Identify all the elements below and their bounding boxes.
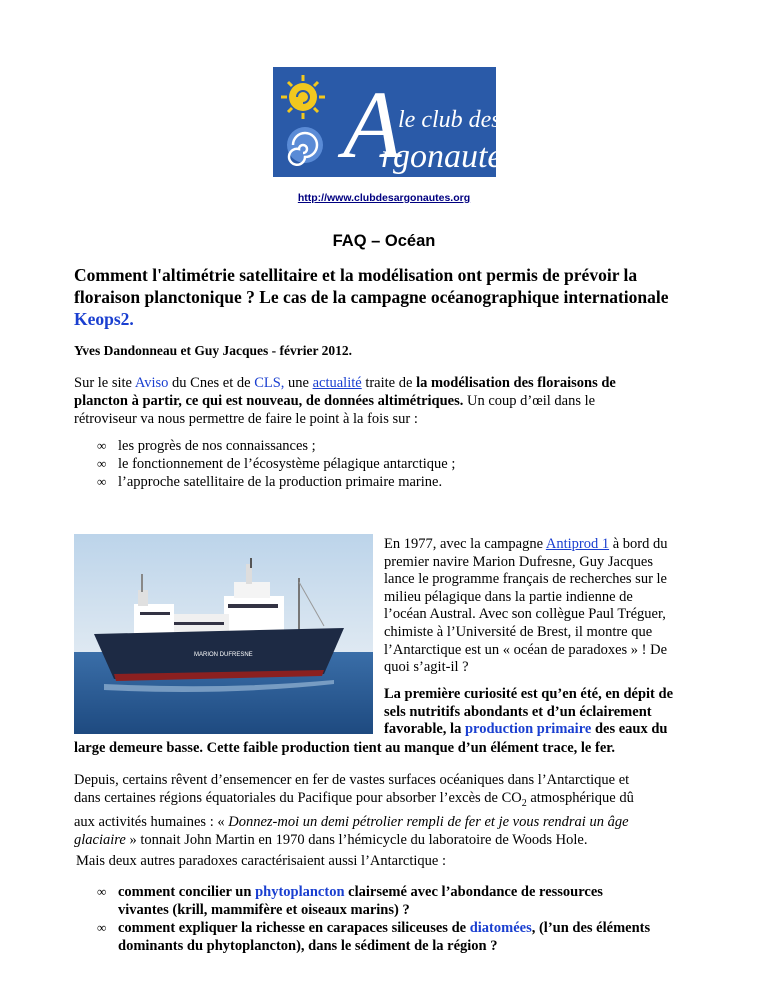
bullet-icon: ∞ bbox=[97, 474, 107, 489]
production-primaire-link[interactable]: production primaire bbox=[464, 721, 592, 738]
authors: Yves Dandonneau et Guy Jacques - février 2012. bbox=[74, 343, 352, 358]
actualite-link[interactable]: actualité bbox=[312, 375, 362, 391]
antiprod-link[interactable]: Antiprod 1 bbox=[545, 536, 610, 552]
site-url-link[interactable]: http://www.clubdesargonautes.org bbox=[297, 192, 471, 204]
ship-illustration bbox=[74, 534, 373, 734]
list-item: ∞ le fonctionnement de l’écosystème pélagique antarctique ; bbox=[97, 456, 456, 472]
argonautes-logo bbox=[273, 67, 516, 178]
bullet-icon: ∞ bbox=[97, 884, 107, 899]
title-line2: floraison planctonique ? Le cas de la campagne océanographique internationale bbox=[74, 287, 669, 307]
keops2-link[interactable]: Keops2. bbox=[74, 309, 134, 329]
bullet-list-2 bbox=[97, 883, 650, 955]
bullet-icon: ∞ bbox=[97, 920, 107, 935]
curiosity-paragraph-end: large demeure basse. Cette faible production tient au manque d’un élément trace, le fer. bbox=[74, 740, 615, 756]
sun-icon bbox=[289, 83, 317, 111]
ship-text-column: En 1977, avec la campagne Antiprod 1 à bord du premier navire Marion Dufresne, Guy Jacques lance le programme français de recherches sur le milieu pélagique dans la partie indienne de l’océan Austral. Avec son collègue Paul Tréguer, chimiste à l’Université de Brest, il montre que l’Antarctique est un « océan de paradoxes » ! De quoi s’agit-il ? bbox=[384, 536, 668, 676]
depuis-paragraph: Depuis, certains rêvent d’ensemencer en fer de vastes surfaces océaniques dans l’Antarctique et dans certaines régions équatoriales du Pacifique pour absorber l’excès de $CO_2$ atmosphérique dû aux activités humaines : « Donnez-moi un demi pétrolier rempli de fer et je vous rendrai un âge glaciaire » tonnait John Martin en 1970 dans l’hémicycle du laboratoire de Woods Hole. bbox=[74, 772, 634, 848]
list-item: ∞ comment expliquer la richesse en carapaces siliceuses de diatomées, (l’un des éléments dominants du phytoplancton), dans le sédiment de la région ? bbox=[97, 920, 651, 954]
hull-label: MARION DUFRESNE bbox=[194, 652, 253, 658]
logo-line2: rgonautes bbox=[381, 138, 516, 175]
phytoplancton-link[interactable]: phytoplancton bbox=[255, 884, 345, 900]
logo-letter-a: A bbox=[343, 71, 402, 178]
bullet-icon: ∞ bbox=[97, 438, 107, 453]
list-item: ∞ les progrès de nos connaissances ; bbox=[97, 438, 316, 454]
aviso-link[interactable]: Aviso bbox=[134, 375, 169, 391]
bullet-list-1 bbox=[97, 437, 455, 491]
intro-paragraph: Sur le site Aviso du Cnes et de CLS, une actualité traite de la modélisation des floraisons de plancton à partir, ce qui est nouveau, de données altimétriques. Un coup d’œil dans le rétroviseur va nous permettre de faire le point à la fois sur : bbox=[74, 375, 616, 427]
site-url bbox=[0, 192, 768, 204]
logo-graphic bbox=[273, 67, 516, 178]
faq-title: FAQ – Océan bbox=[332, 232, 436, 250]
title-line1: Comment l'altimétrie satellitaire et la modélisation ont permis de prévoir la bbox=[74, 265, 638, 285]
mais-paragraph: Mais deux autres paradoxes caractérisaient aussi l’Antarctique : bbox=[76, 853, 447, 869]
ship-photo bbox=[74, 534, 373, 734]
diatomees-link[interactable]: diatomées bbox=[469, 920, 532, 936]
list-item: ∞ comment concilier un phytoplancton clairsemé avec l’abondance de ressources vivantes (krill, mammifère et oiseaux marins) ? bbox=[97, 884, 603, 918]
page-title bbox=[74, 264, 714, 330]
bullet-icon: ∞ bbox=[97, 456, 107, 471]
list-item: ∞ l’approche satellitaire de la production primaire marine. bbox=[97, 474, 443, 490]
curiosity-paragraph: La première curiosité est qu’en été, en dépit de sels nutritifs abondants et d’un éclairement favorable, la production primaire des eaux du bbox=[384, 686, 674, 738]
logo-line1: le club des bbox=[398, 107, 501, 133]
cls-link[interactable]: CLS, bbox=[254, 375, 285, 391]
